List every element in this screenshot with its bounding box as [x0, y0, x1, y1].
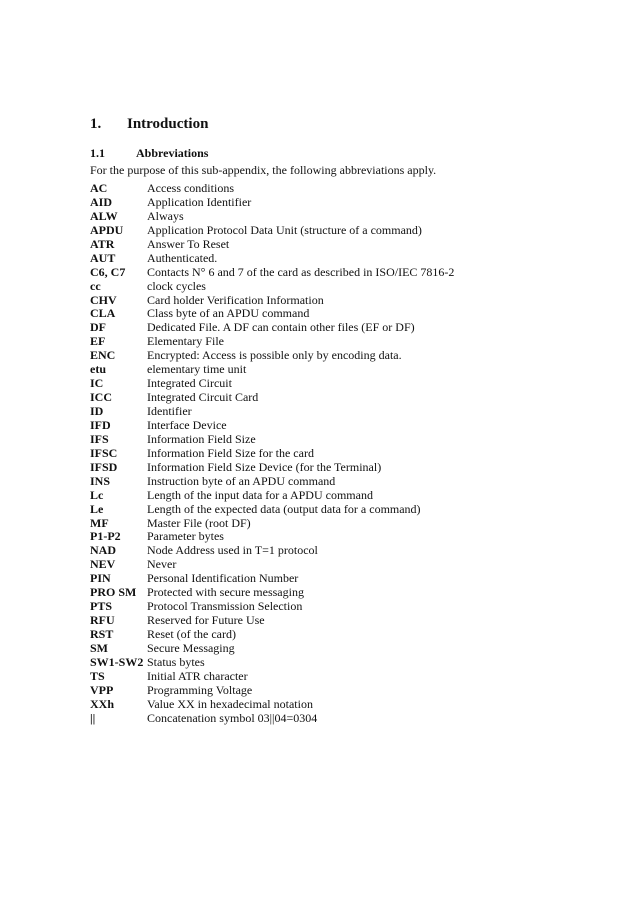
abbreviation-row	[90, 377, 570, 391]
abbreviation-row	[90, 266, 570, 280]
abbreviation-term: DF	[90, 320, 106, 335]
abbreviation-row	[90, 558, 570, 572]
abbreviation-definition: Identifier	[147, 404, 192, 418]
abbreviation-definition: Elementary File	[147, 334, 224, 349]
abbreviation-definition: Status bytes	[147, 654, 205, 669]
abbreviation-definition: Protected with secure messaging	[147, 585, 304, 600]
abbreviation-definition: Length of the expected data (output data for a command)	[147, 501, 421, 516]
abbreviation-row	[90, 656, 570, 670]
abbreviation-term: ID	[90, 404, 104, 418]
abbreviation-term: PRO SM	[90, 585, 137, 600]
abbreviation-term: NEV	[90, 557, 116, 572]
subsection-heading	[90, 146, 208, 161]
abbreviation-term: APDU	[90, 222, 124, 237]
abbreviation-definition: Protocol Transmission Selection	[147, 599, 303, 614]
abbreviation-term: Lc	[90, 487, 104, 502]
abbreviation-definition: clock cycles	[147, 278, 206, 293]
abbreviation-definition: Master File (root DF)	[147, 515, 251, 530]
abbreviation-row	[90, 335, 570, 349]
abbreviation-term: etu	[90, 362, 106, 377]
abbreviation-definition: Contacts N° 6 and 7 of the card as described in ISO/IEC 7816-2	[147, 264, 455, 279]
abbreviation-row	[90, 530, 570, 544]
abbreviation-row	[90, 405, 570, 419]
abbreviation-row	[90, 280, 570, 294]
abbreviation-row	[90, 461, 570, 475]
abbreviation-term: AUT	[90, 250, 116, 265]
abbreviation-row	[90, 544, 570, 558]
abbreviation-definition: Information Field Size	[147, 431, 256, 446]
abbreviation-term: IFD	[90, 417, 111, 432]
abbreviation-definition: Integrated Circuit Card	[147, 390, 259, 405]
abbreviation-definition: Access conditions	[147, 181, 234, 195]
abbreviation-definition: Interface Device	[147, 417, 227, 432]
abbreviation-definition: Reserved for Future Use	[147, 613, 265, 628]
intro-paragraph: For the purpose of this sub-appendix, the following abbreviations apply.	[90, 163, 437, 177]
abbreviation-term: AID	[90, 194, 113, 209]
abbreviation-row	[90, 600, 570, 614]
abbreviation-row	[90, 224, 570, 238]
abbreviation-definition: Information Field Size Device (for the Terminal)	[147, 459, 382, 474]
abbreviation-term: INS	[90, 473, 111, 488]
abbreviation-term: C6, C7	[90, 264, 126, 279]
abbreviation-term: RST	[90, 627, 114, 641]
abbreviation-row	[90, 321, 570, 335]
abbreviation-definition: Initial ATR character	[147, 668, 248, 683]
abbreviation-definition: Reset (of the card)	[147, 627, 236, 641]
abbreviation-term: MF	[90, 515, 109, 530]
abbreviation-definition: Never	[147, 557, 177, 572]
abbreviation-row	[90, 210, 570, 224]
abbreviation-term: VPP	[90, 682, 114, 697]
abbreviation-term: RFU	[90, 613, 115, 628]
abbreviation-row	[90, 503, 570, 517]
abbreviation-definition: Parameter bytes	[147, 529, 224, 544]
abbreviation-definition: elementary time unit	[147, 362, 247, 377]
abbreviation-row	[90, 628, 570, 642]
subsection-number: 1.1	[90, 146, 105, 160]
abbreviation-row	[90, 712, 570, 726]
abbreviation-term: Le	[90, 501, 104, 516]
abbreviation-definition: Application Protocol Data Unit (structure of a command)	[147, 222, 422, 237]
abbreviation-definition: Value XX in hexadecimal notation	[147, 696, 313, 711]
abbreviation-definition: Node Address used in T=1 protocol	[147, 543, 318, 558]
abbreviation-term: cc	[90, 278, 101, 293]
abbreviation-row	[90, 238, 570, 252]
abbreviation-definition: Secure Messaging	[147, 640, 235, 655]
abbreviation-term: ||	[90, 710, 96, 725]
abbreviation-term: AC	[90, 181, 108, 195]
abbreviation-definition: Card holder Verification Information	[147, 292, 324, 307]
abbreviation-definition: Programming Voltage	[147, 682, 253, 697]
abbreviation-row	[90, 586, 570, 600]
abbreviation-row	[90, 614, 570, 628]
abbreviation-definition: Personal Identification Number	[147, 571, 299, 586]
abbreviation-term: IC	[90, 376, 104, 391]
abbreviation-row	[90, 252, 570, 266]
abbreviation-definition: Dedicated File. A DF can contain other files (EF or DF)	[147, 320, 415, 335]
abbreviation-term: ENC	[90, 348, 116, 363]
abbreviation-row	[90, 419, 570, 433]
abbreviation-row	[90, 684, 570, 698]
abbreviation-row	[90, 698, 570, 712]
abbreviation-definition: Class byte of an APDU command	[147, 306, 310, 321]
abbreviation-term: P1-P2	[90, 529, 121, 544]
abbreviation-term: TS	[90, 668, 105, 683]
abbreviation-row	[90, 517, 570, 531]
abbreviation-row	[90, 307, 570, 321]
abbreviation-list	[90, 182, 570, 726]
abbreviation-row	[90, 572, 570, 586]
abbreviation-term: ICC	[90, 390, 113, 405]
abbreviation-term: CHV	[90, 292, 117, 307]
section-number: 1.	[90, 116, 102, 132]
abbreviation-row	[90, 489, 570, 503]
abbreviation-row	[90, 642, 570, 656]
abbreviation-definition: Authenticated.	[147, 250, 218, 265]
abbreviation-term: IFSC	[90, 445, 118, 460]
section-title: Introduction	[127, 116, 209, 132]
subsection-title: Abbreviations	[136, 146, 209, 160]
abbreviation-term: SM	[90, 640, 108, 655]
abbreviation-term: ALW	[90, 208, 118, 223]
abbreviation-row	[90, 447, 570, 461]
abbreviation-term: IFS	[90, 431, 109, 446]
abbreviation-term: NAD	[90, 543, 116, 558]
abbreviation-definition: Encrypted: Access is possible only by encoding data.	[147, 348, 402, 363]
abbreviation-row	[90, 182, 570, 196]
abbreviation-row	[90, 475, 570, 489]
abbreviation-definition: Instruction byte of an APDU command	[147, 473, 336, 488]
abbreviation-definition: Integrated Circuit	[147, 376, 232, 391]
abbreviation-definition: Answer To Reset	[147, 236, 230, 251]
abbreviation-row	[90, 294, 570, 308]
abbreviation-term: CLA	[90, 306, 116, 321]
abbreviation-term: ATR	[90, 236, 115, 251]
section-heading	[90, 116, 208, 133]
abbreviation-definition: Concatenation symbol 03||04=0304	[147, 710, 318, 725]
abbreviation-row	[90, 349, 570, 363]
abbreviation-row	[90, 196, 570, 210]
abbreviation-term: PTS	[90, 599, 113, 614]
abbreviation-definition: Information Field Size for the card	[147, 445, 314, 460]
abbreviation-term: PIN	[90, 571, 111, 586]
abbreviation-row	[90, 391, 570, 405]
abbreviation-definition: Length of the input data for a APDU command	[147, 487, 373, 502]
abbreviation-row	[90, 363, 570, 377]
abbreviation-term: XXh	[90, 696, 115, 711]
abbreviation-term: SW1-SW2	[90, 654, 144, 669]
abbreviation-row	[90, 433, 570, 447]
abbreviation-term: IFSD	[90, 459, 118, 474]
abbreviation-definition: Application Identifier	[147, 194, 252, 209]
abbreviation-definition: Always	[147, 208, 184, 223]
abbreviation-row	[90, 670, 570, 684]
abbreviation-term: EF	[90, 334, 106, 349]
